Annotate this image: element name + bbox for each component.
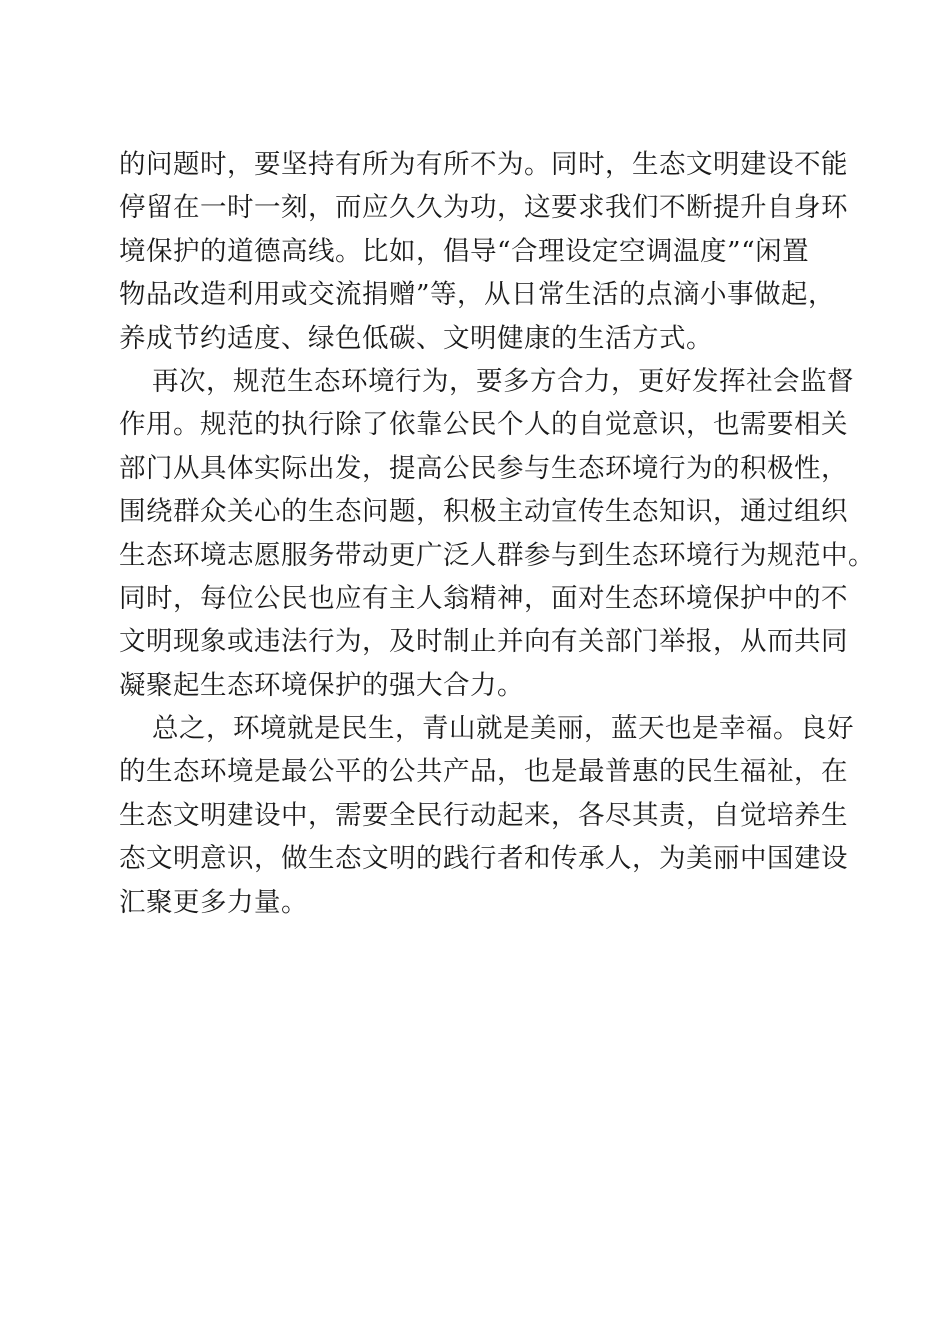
- text-line: 的问题时，要坚持有所为有所不为。同时，生态文明建设不能: [119, 149, 848, 180]
- text-line: 物品改造利用或交流捐赠”等，从日常生活的点滴小事做起，: [119, 279, 836, 311]
- text-line: 再次，规范生态环境行为，要多方合力，更好发挥社会监督: [152, 365, 854, 397]
- text-line: 文明现象或违法行为，及时制止并向有关部门举报，从而共同: [119, 626, 848, 658]
- text-line: 态文明意识，做生态文明的践行者和传承人，为美丽中国建设: [119, 843, 848, 875]
- text-line: 的生态环境是最公平的公共产品，也是最普惠的民生福祉，在: [119, 756, 848, 788]
- text-line: 生态环境志愿服务带动更广泛人群参与到生态环境行为规范中。: [119, 539, 875, 571]
- text-line: 部门从具体实际出发，提高公民参与生态环境行为的积极性，: [119, 452, 848, 484]
- text-line: 养成节约适度、绿色低碳、文明健康的生活方式。: [119, 322, 713, 354]
- text-line: 停留在一时一刻，而应久久为功，这要求我们不断提升自身环: [119, 192, 848, 224]
- text-line: 总之，环境就是民生，青山就是美丽，蓝天也是幸福。良好: [152, 713, 854, 745]
- text-line: 凝聚起生态环境保护的强大合力。: [119, 669, 524, 701]
- text-line: 境保护的道德高线。比如，倡导“合理设定空调温度”“闲置: [119, 235, 810, 267]
- text-line: 生态文明建设中，需要全民行动起来，各尽其责，自觉培养生: [119, 799, 848, 831]
- paragraph-regulate-behavior: [119, 360, 875, 707]
- text-line: 同时，每位公民也应有主人翁精神，面对生态环境保护中的不: [119, 582, 848, 614]
- document-body: [119, 143, 875, 924]
- text-line: 作用。规范的执行除了依靠公民个人的自觉意识，也需要相关: [119, 409, 848, 441]
- paragraph-continuation: [119, 143, 848, 360]
- text-line: 汇聚更多力量。: [119, 886, 308, 918]
- paragraph-conclusion: [119, 707, 854, 924]
- text-line: 围绕群众关心的生态问题，积极主动宣传生态知识，通过组织: [119, 496, 848, 528]
